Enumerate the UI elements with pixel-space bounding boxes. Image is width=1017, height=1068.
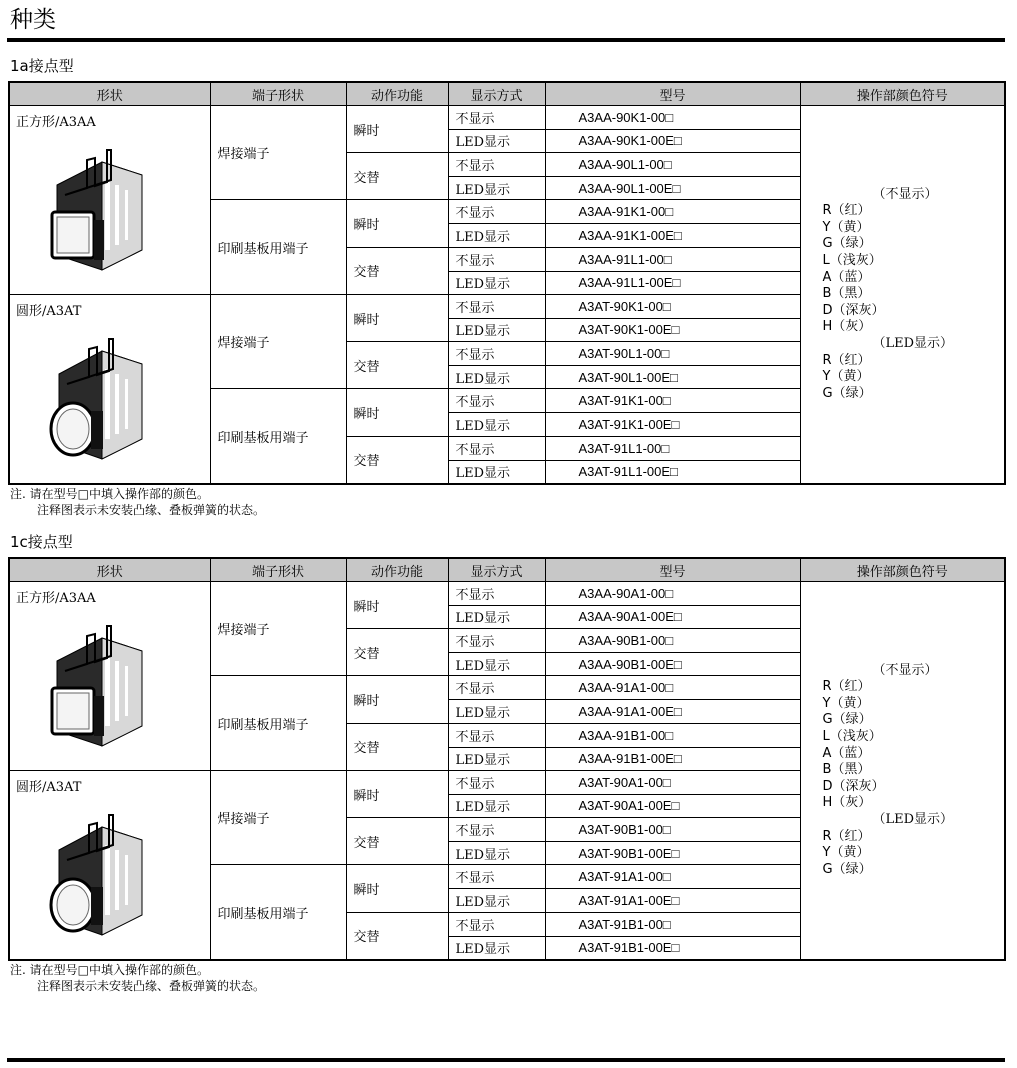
color-item: B（黑） [822,762,871,778]
color-item: G（绿） [822,861,872,877]
color-item: H（灰） [822,319,872,335]
color-item: B（黑） [822,286,871,302]
model-cell: A3AT-90L1-00□ [545,342,800,366]
color-item: L（浅灰） [822,729,882,745]
color-item: H（灰） [822,795,872,811]
model-cell: A3AA-90L1-00□ [545,153,800,177]
spec-table-1a [8,81,1006,485]
round-button-icon [47,329,147,479]
table-row [9,106,1005,130]
display-cell: 不显示 [448,723,545,747]
column-header: 操作部颜色符号 [800,82,1005,106]
column-header: 型号 [545,558,800,582]
column-header: 动作功能 [346,82,448,106]
model-cell: A3AT-91B1-00□ [545,912,800,936]
display-cell: 不显示 [448,389,545,413]
action-cell: 交替 [346,629,448,676]
terminal-cell: 焊接端子 [210,295,346,389]
action-cell: 交替 [346,153,448,200]
model-cell: A3AT-91B1-00E□ [545,936,800,960]
display-cell: 不显示 [448,818,545,842]
model-cell: A3AT-90A1-00□ [545,771,800,795]
display-cell: LED显示 [448,605,545,629]
model-cell: A3AT-90A1-00E□ [545,794,800,818]
column-header: 端子形状 [210,82,346,106]
note-line: 注. 请在型号□中填入操作部的颜色。 [10,963,209,977]
model-cell: A3AA-91A1-00E□ [545,700,800,724]
model-cell: A3AT-91L1-00E□ [545,460,800,484]
column-header: 形状 [9,82,210,106]
action-cell: 瞬时 [346,582,448,629]
color-item: G（绿） [822,236,872,252]
shape-label: 正方形/A3AA [16,591,96,606]
model-cell: A3AA-90B1-00□ [545,629,800,653]
display-cell: 不显示 [448,629,545,653]
action-cell: 瞬时 [346,106,448,153]
footer-rule [7,1058,1005,1062]
display-cell: 不显示 [448,582,545,606]
color-item: R（红） [822,203,871,219]
shape-cell [9,106,210,295]
display-cell: 不显示 [448,247,545,271]
shape-cell [9,582,210,771]
color-item: R（红） [822,352,871,368]
color-list [801,663,1005,879]
model-cell: A3AA-90L1-00E□ [545,176,800,200]
table-row [9,582,1005,606]
display-cell: LED显示 [448,936,545,960]
model-cell: A3AT-90B1-00E□ [545,841,800,865]
action-cell: 瞬时 [346,295,448,342]
color-group-title: （LED显示） [872,811,954,827]
shape-label: 圆形/A3AT [16,780,82,795]
display-cell: LED显示 [448,413,545,437]
terminal-cell: 印刷基板用端子 [210,865,346,960]
action-cell: 瞬时 [346,676,448,723]
terminal-cell: 印刷基板用端子 [210,200,346,295]
model-cell: A3AT-91K1-00□ [545,389,800,413]
color-item: D（深灰） [822,778,885,794]
section-title-1a: 1a接点型 [10,57,74,75]
model-cell: A3AT-90K1-00□ [545,295,800,319]
display-cell: 不显示 [448,771,545,795]
action-cell: 瞬时 [346,771,448,818]
display-cell: 不显示 [448,200,545,224]
model-cell: A3AA-91K1-00E□ [545,224,800,248]
terminal-cell: 印刷基板用端子 [210,389,346,484]
action-cell: 瞬时 [346,389,448,436]
display-cell: 不显示 [448,676,545,700]
display-cell: LED显示 [448,129,545,153]
column-header: 形状 [9,558,210,582]
display-cell: LED显示 [448,652,545,676]
notes-1a [10,486,265,518]
shape-cell [9,295,210,485]
square-button-icon [47,616,210,770]
display-cell: LED显示 [448,700,545,724]
action-cell: 交替 [346,247,448,294]
shape-label: 正方形/A3AA [16,115,96,130]
square-button-icon [47,140,210,294]
color-group-title: （不显示） [872,662,938,678]
model-cell: A3AA-90A1-00□ [545,582,800,606]
display-cell: 不显示 [448,436,545,460]
colors-cell [800,582,1005,961]
colors-cell [800,106,1005,485]
color-item: G（绿） [822,712,872,728]
action-cell: 交替 [346,436,448,484]
terminal-cell: 焊接端子 [210,771,346,865]
display-cell: LED显示 [448,747,545,771]
model-cell: A3AA-91A1-00□ [545,676,800,700]
color-item: A（蓝） [822,269,871,285]
display-cell: 不显示 [448,342,545,366]
display-cell: 不显示 [448,106,545,130]
display-cell: 不显示 [448,865,545,889]
action-cell: 瞬时 [346,200,448,247]
model-cell: A3AA-91L1-00□ [545,247,800,271]
square-button-icon [47,140,147,290]
terminal-cell: 印刷基板用端子 [210,676,346,771]
model-cell: A3AA-90K1-00□ [545,106,800,130]
display-cell: LED显示 [448,318,545,342]
color-item: G（绿） [822,385,872,401]
model-cell: A3AA-91L1-00E□ [545,271,800,295]
column-header: 操作部颜色符号 [800,558,1005,582]
display-cell: 不显示 [448,153,545,177]
model-cell: A3AA-90K1-00E□ [545,129,800,153]
color-item: Y（黄） [822,695,870,711]
model-cell: A3AA-91B1-00□ [545,723,800,747]
display-cell: LED显示 [448,365,545,389]
action-cell: 瞬时 [346,865,448,912]
color-item: R（红） [822,828,871,844]
color-group-title: （LED显示） [872,335,954,351]
round-button-icon [47,805,210,959]
column-header: 显示方式 [448,82,545,106]
model-cell: A3AT-91L1-00□ [545,436,800,460]
note-line: 注. 请在型号□中填入操作部的颜色。 [10,487,209,501]
title-rule [7,38,1005,42]
column-header: 动作功能 [346,558,448,582]
action-cell: 交替 [346,818,448,865]
square-button-icon [47,616,147,766]
model-cell: A3AA-91B1-00E□ [545,747,800,771]
model-cell: A3AT-91K1-00E□ [545,413,800,437]
color-list [801,187,1005,403]
shape-cell [9,771,210,961]
color-item: Y（黄） [822,219,870,235]
display-cell: LED显示 [448,460,545,484]
color-item: A（蓝） [822,745,871,761]
model-cell: A3AT-91A1-00E□ [545,889,800,913]
spec-table-1c [8,557,1006,961]
display-cell: LED显示 [448,176,545,200]
model-cell: A3AT-90B1-00□ [545,818,800,842]
terminal-cell: 焊接端子 [210,582,346,676]
header-row [9,558,1005,582]
model-cell: A3AT-90L1-00E□ [545,365,800,389]
section-title-1c: 1c接点型 [10,533,73,551]
display-cell: LED显示 [448,794,545,818]
color-item: L（浅灰） [822,253,882,269]
column-header: 端子形状 [210,558,346,582]
action-cell: 交替 [346,723,448,770]
display-cell: LED显示 [448,224,545,248]
model-cell: A3AT-91A1-00□ [545,865,800,889]
round-button-icon [47,329,210,483]
header-row [9,82,1005,106]
page-title: 种类 [10,7,56,33]
notes-1c [10,962,265,994]
display-cell: LED显示 [448,271,545,295]
color-item: Y（黄） [822,845,870,861]
display-cell: 不显示 [448,295,545,319]
model-cell: A3AT-90K1-00E□ [545,318,800,342]
color-group-title: （不显示） [872,186,938,202]
model-cell: A3AA-90B1-00E□ [545,652,800,676]
color-item: D（深灰） [822,302,885,318]
action-cell: 交替 [346,912,448,960]
note-line: 注释图表示未安装凸缘、叠板弹簧的状态。 [37,979,266,993]
note-line: 注释图表示未安装凸缘、叠板弹簧的状态。 [37,503,266,517]
terminal-cell: 焊接端子 [210,106,346,200]
shape-label: 圆形/A3AT [16,304,82,319]
column-header: 显示方式 [448,558,545,582]
display-cell: 不显示 [448,912,545,936]
color-item: R（红） [822,679,871,695]
model-cell: A3AA-91K1-00□ [545,200,800,224]
column-header: 型号 [545,82,800,106]
model-cell: A3AA-90A1-00E□ [545,605,800,629]
display-cell: LED显示 [448,841,545,865]
color-item: Y（黄） [822,369,870,385]
display-cell: LED显示 [448,889,545,913]
round-button-icon [47,805,147,955]
action-cell: 交替 [346,342,448,389]
